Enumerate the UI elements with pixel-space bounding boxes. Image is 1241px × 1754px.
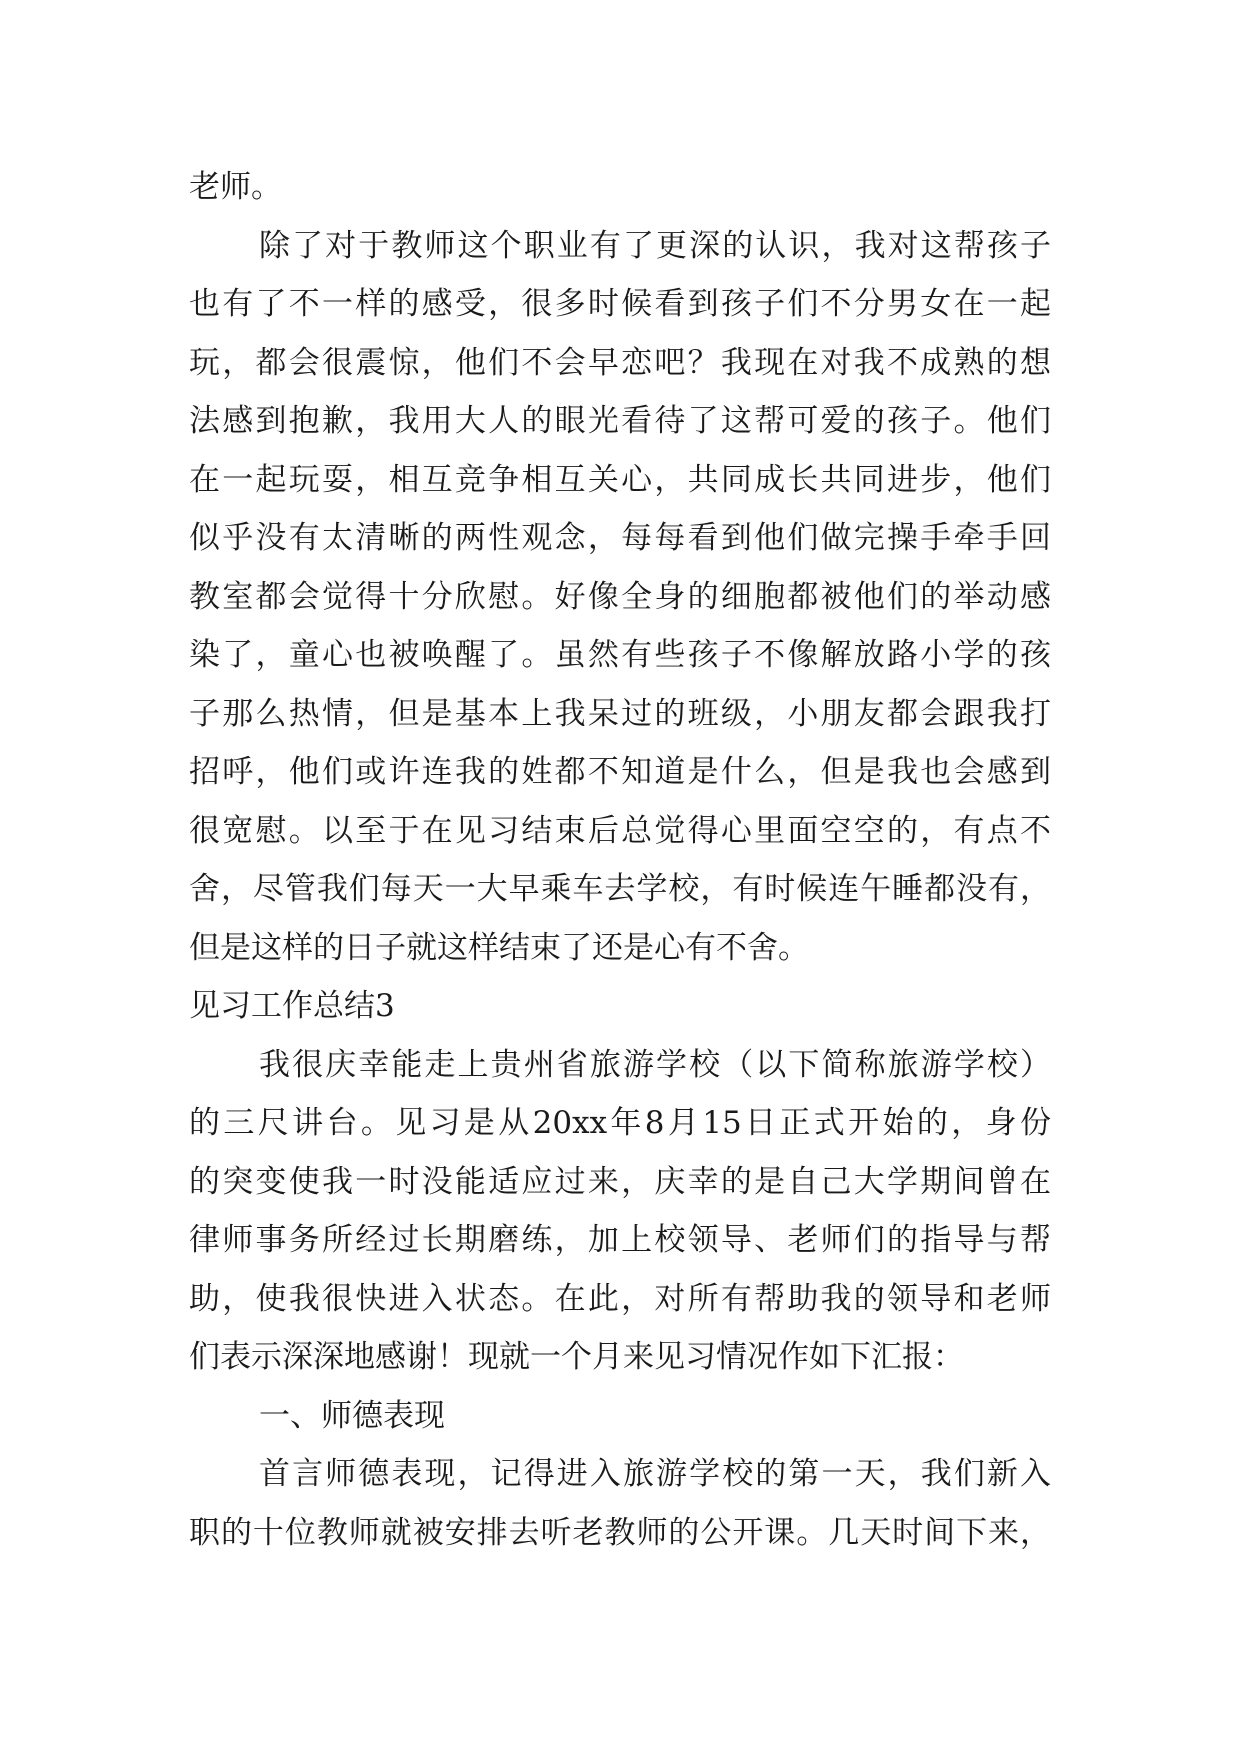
text-line: 玩，都会很震惊，他们不会早恋吧？我现在对我不成熟的想: [189, 344, 1051, 381]
text-line: 律师事务所经过长期磨练，加上校领导、老师们的指导与帮: [189, 1222, 1051, 1258]
text-line: 似乎没有太清晰的两性观念，每每看到他们做完操手牵手回: [189, 520, 1051, 556]
text-line: 的三尺讲台。见习是从20xx年8月15日正式开始的，身份: [189, 1105, 1051, 1141]
text-line: 法感到抱歉，我用大人的眼光看待了这帮可爱的孩子。他们: [189, 403, 1051, 439]
document-body: [189, 158, 1051, 1562]
text-line: 舍，尽管我们每天一大早乘车去学校，有时候连午睡都没有，: [189, 871, 1051, 907]
text-line: 职的十位教师就被安排去听老教师的公开课。几天时间下来，: [189, 1514, 1051, 1551]
text-line: 子那么热情，但是基本上我呆过的班级，小朋友都会跟我打: [189, 695, 1051, 732]
text-line: 染了，童心也被唤醒了。虽然有些孩子不像解放路小学的孩: [189, 637, 1051, 673]
text-line: 招呼，他们或许连我的姓都不知道是什么，但是我也会感到: [189, 754, 1051, 790]
text-line: 但是这样的日子就这样结束了还是心有不舍。: [189, 929, 809, 966]
text-line: 助，使我很快进入状态。在此，对所有帮助我的领导和老师: [189, 1280, 1051, 1317]
text-line: 教室都会觉得十分欣慰。好像全身的细胞都被他们的举动感: [189, 578, 1051, 615]
text-line: 们表示深深地感谢！现就一个月来见习情况作如下汇报：: [189, 1339, 964, 1375]
text-line: 在一起玩耍，相互竞争相互关心，共同成长共同进步，他们: [189, 461, 1051, 498]
text-line: 老师。: [189, 169, 282, 205]
text-line: 除了对于教师这个职业有了更深的认识，我对这帮孩子: [259, 227, 1051, 264]
text-line: 的突变使我一时没能适应过来，庆幸的是自己大学期间曾在: [189, 1163, 1051, 1200]
text-line: 一、师德表现: [259, 1397, 445, 1434]
text-line: 我很庆幸能走上贵州省旅游学校（以下简称旅游学校）: [259, 1046, 1051, 1083]
text-line: 也有了不一样的感受，很多时候看到孩子们不分男女在一起: [189, 286, 1051, 322]
text-line: 首言师德表现，记得进入旅游学校的第一天，我们新入: [259, 1456, 1051, 1492]
text-line: 很宽慰。以至于在见习结束后总觉得心里面空空的，有点不: [189, 812, 1051, 849]
text-line: 见习工作总结3: [189, 988, 395, 1024]
